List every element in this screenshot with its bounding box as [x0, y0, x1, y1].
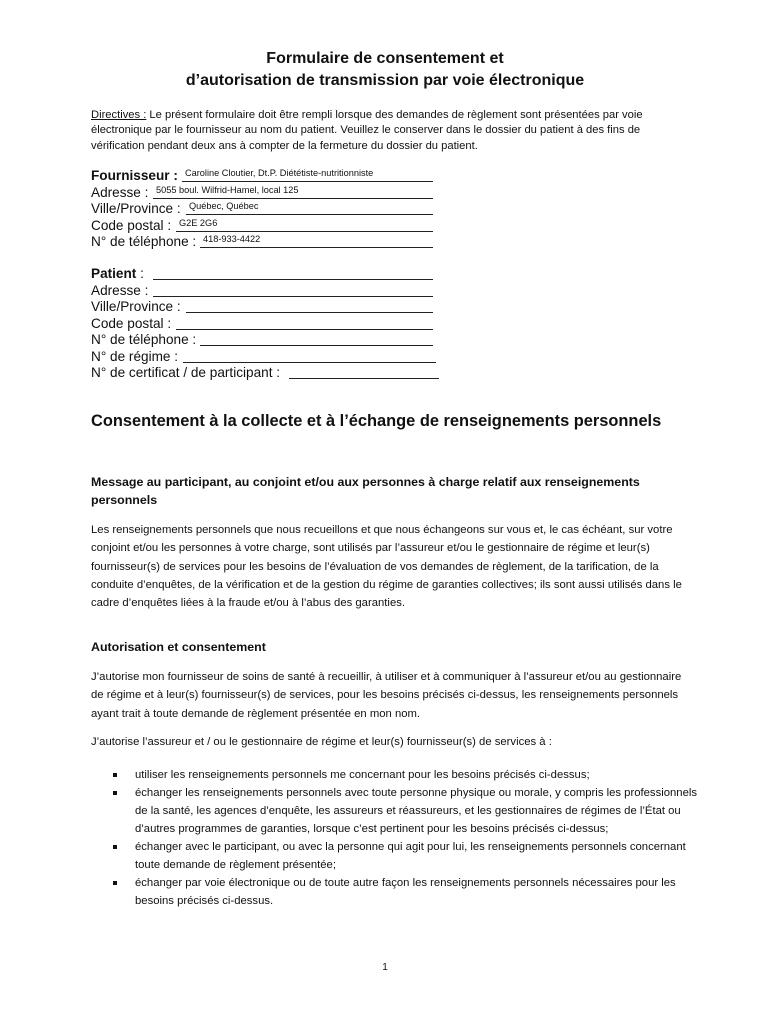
message-paragraph: Les renseignements personnels que nous recueillons et que nous échangeons sur vous et, le cas échéant, sur votre conjoint et/ou les personnes à votre charge, sont utilisés par l’assureur et/ou le gestionnaire de régime et leur(s) fournisseur(s) de services pour les besoins de l’évaluation de vos demandes de règlement, de la tarification, de la conduite d’enquêtes, de la vérification et de la gestion du régime de garanties collectives; ils sont aussi utilisés dans le cadre d’enquêtes liées à la fraude et/ou à l’abus des garanties.	[91, 524, 682, 610]
list-item: échanger avec le participant, ou avec la personne qui agit pour lui, les renseignements personnels concernant toute demande de règlement présentée;	[113, 838, 698, 874]
patient-phone-row	[91, 332, 280, 349]
provider-postal-label: Code postal :	[91, 217, 172, 233]
provider-phone-line	[200, 247, 433, 248]
patient-label-colon: :	[136, 266, 144, 281]
provider-name-value[interactable]: Caroline Cloutier, Dt.P. Diététiste-nutritionniste	[185, 168, 374, 178]
authorization-paragraph-2: J’autorise l’assureur et / ou le gestionnaire de régime et leur(s) fournisseur(s) de services à :	[91, 736, 552, 748]
patient-certificate-field[interactable]	[289, 378, 439, 379]
patient-phone-field[interactable]	[200, 345, 433, 346]
bullet-icon	[113, 791, 117, 795]
provider-label: Fournisseur :	[91, 168, 178, 183]
patient-address-label: Adresse :	[91, 282, 149, 298]
patient-certificate-label: N° de certificat / de participant :	[91, 365, 281, 380]
title-line-2: d’autorisation de transmission par voie électronique	[185, 72, 585, 89]
patient-address-row	[91, 283, 280, 300]
provider-city-value[interactable]: Québec, Québec	[189, 201, 259, 211]
patient-postal-field[interactable]	[176, 329, 433, 330]
bullet-icon	[113, 845, 117, 849]
provider-name-line	[182, 181, 433, 182]
patient-phone-label: N° de téléphone :	[91, 332, 197, 347]
directives-paragraph	[91, 108, 681, 154]
provider-address-value[interactable]: 5055 boul. Wilfrid-Hamel, local 125	[156, 184, 299, 195]
list-item: échanger les renseignements personnels avec toute personne physique ou morale, y compris les professionnels de la santé, les agences d’enquête, les assureurs et réassureurs, et les gestionnaires de régimes de l’État ou d’autres programmes de garanties, lorsque c’est pertinent pour les besoins précisés ci-dessus;	[113, 784, 698, 838]
directives-text: Le présent formulaire doit être rempli lorsque des demandes de règlement sont présentées par voie électronique par le fournisseur au nom du patient. Veuillez le conserver dans le dossier du patient à des fins de vérification pendant deux ans à compter de la fermeture du dossier du patient.	[91, 109, 643, 152]
patient-address-field[interactable]	[153, 296, 433, 297]
patient-label: Patient	[91, 266, 137, 281]
provider-phone-label: N° de téléphone :	[91, 234, 197, 249]
patient-postal-label: Code postal :	[91, 315, 172, 331]
provider-name-row	[91, 168, 374, 185]
provider-postal-line	[176, 231, 433, 232]
document-title	[0, 48, 770, 92]
bullet-icon	[113, 773, 117, 777]
patient-plan-field[interactable]	[183, 362, 436, 363]
message-heading: Message au participant, au conjoint et/ou aux personnes à charge relatif aux renseignements personnels	[91, 475, 640, 507]
patient-certificate-row	[91, 365, 280, 382]
consent-heading: Consentement à la collecte et à l’échange de renseignements personnels	[91, 412, 662, 430]
list-item: échanger par voie électronique ou de toute autre façon les renseignements personnels nécessaires pour les besoins précisés ci-dessus.	[113, 874, 698, 910]
provider-phone-value[interactable]: 418-933-4422	[203, 234, 261, 244]
provider-phone-row	[91, 234, 261, 251]
list-item: utiliser les renseignements personnels me concernant pour les besoins précisés ci-dessus;	[113, 766, 698, 784]
authorization-paragraph-1: J’autorise mon fournisseur de soins de santé à recueillir, à utiliser et à communiquer à l’assureur et/ou au gestionnaire de régime et à leur(s) fournisseur(s) de services, pour les besoins précisés ci-dessus, les renseignements personnels ayant trait à toute demande de règlement présentée en mon nom.	[91, 671, 682, 720]
authorization-heading: Autorisation et consentement	[91, 640, 266, 654]
provider-city-line	[186, 214, 433, 215]
patient-plan-row	[91, 349, 280, 366]
provider-city-row	[91, 201, 259, 218]
provider-city-label: Ville/Province :	[91, 201, 181, 216]
patient-section	[91, 266, 280, 382]
authorization-list	[113, 766, 698, 910]
provider-address-line	[153, 198, 433, 199]
patient-city-field[interactable]	[186, 312, 433, 313]
patient-name-row	[91, 266, 280, 283]
patient-plan-label: N° de régime :	[91, 348, 179, 364]
provider-postal-row	[91, 217, 218, 235]
patient-name-field[interactable]	[153, 279, 433, 280]
provider-postal-value[interactable]: G2E 2G6	[179, 217, 218, 228]
title-line-1: Formulaire de consentement et	[266, 50, 504, 67]
patient-postal-row	[91, 316, 280, 333]
page-number: 1	[382, 962, 388, 973]
directives-label: Directives :	[91, 109, 147, 121]
provider-address-label: Adresse :	[91, 184, 149, 200]
provider-address-row	[91, 184, 299, 202]
patient-city-label: Ville/Province :	[91, 299, 181, 314]
patient-city-row	[91, 299, 280, 316]
provider-section	[91, 168, 374, 251]
bullet-icon	[113, 881, 117, 885]
